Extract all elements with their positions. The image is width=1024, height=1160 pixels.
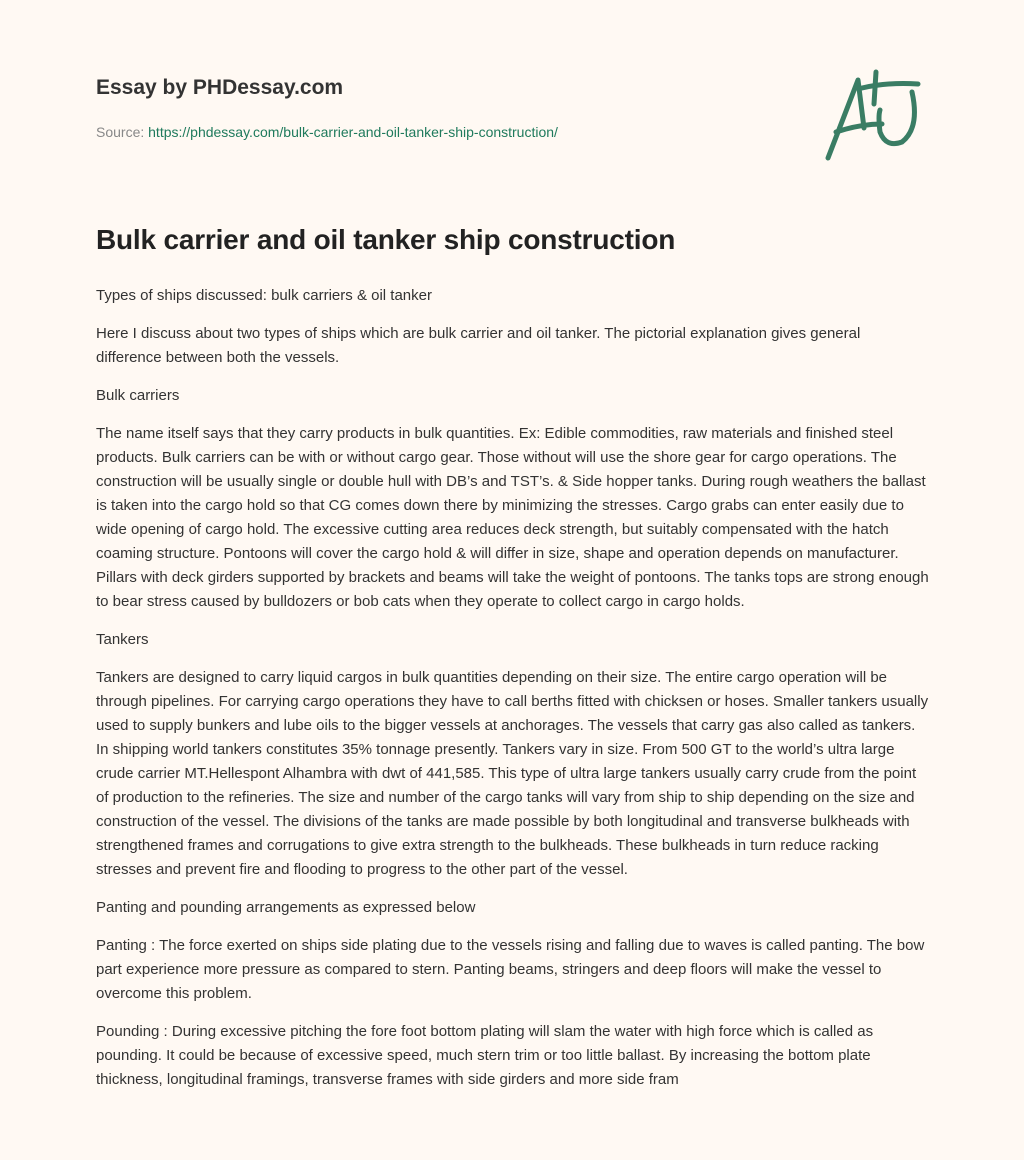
page-title: Bulk carrier and oil tanker ship construction	[96, 224, 676, 255]
source-label: Source:	[96, 124, 145, 140]
section-heading: Tankers	[96, 631, 149, 648]
source-link[interactable]: https://phdessay.com/bulk-carrier-and-oil-tanker-ship-construction/	[148, 124, 558, 140]
paragraph: The name itself says that they carry products in bulk quantities. Ex: Edible commodities, raw materials and finished steel products. Bulk carriers can be with or without cargo gear. Those without will use the shore gear for cargo operations. The construction will be usually single or double hull with DB’s and TST’s. & Side hopper tanks. During rough weathers the ballast is taken into the cargo hold so that CG comes down there by minimizing the stresses. Cargo grabs can enter easily due to wide opening of cargo hold. The excessive cutting area reduces deck strength, but suitably compensated with the hatch coaming structure. Pontoons will cover the cargo hold & will differ in size, shape and operation depends on manufacturer. Pillars with deck girders supported by brackets and beams will take the weight of pontoons. The tanks tops are strong enough to bear stress caused by bulldozers or bob cats when they operate to collect cargo in cargo holds.	[96, 425, 929, 610]
section-heading: Bulk carriers	[96, 387, 180, 404]
a-plus-logo-icon	[820, 68, 930, 164]
paragraph: Tankers are designed to carry liquid cargos in bulk quantities depending on their size. The entire cargo operation will be through pipelines. For carrying cargo operations they have to call berths fitted with chicksen or hoses. Smaller tankers usually used to supply bunkers and lube oils to the bigger vessels at anchorages. The vessels that carry gas also called as tankers. In shipping world tankers constitutes 35% tonnage presently. Tankers vary in size. From 500 GT to the world’s ultra large crude carrier MT.Hellespont Alhambra with dwt of 441,585. This type of ultra large tankers usually carry crude from the point of production to the refineries. The size and number of the cargo tanks will vary from ship to ship depending on the size and construction of the vessel. The divisions of the tanks are made possible by both longitudinal and transverse bulkheads with strengthened frames and corrugations to give extra strength to the bulkheads. These bulkheads in turn reduce racking stresses and prevent fire and flooding to progress to the other part of the vessel.	[96, 669, 929, 878]
site-brand: Essay by PHDessay.com	[96, 76, 344, 99]
essay-body	[96, 284, 930, 1106]
paragraph: Pounding : During excessive pitching the fore foot bottom plating will slam the water with high force which is called as pounding. It could be because of excessive speed, much stern trim or too little ballast. By increasing the bottom plate thickness, longitudinal framings, transverse frames with side girders and more side fram	[96, 1023, 874, 1088]
source-line	[96, 124, 558, 140]
paragraph: Types of ships discussed: bulk carriers & oil tanker	[96, 287, 432, 304]
paragraph: Here I discuss about two types of ships which are bulk carrier and oil tanker. The pictorial explanation gives general difference between both the vessels.	[96, 325, 861, 366]
paragraph: Panting : The force exerted on ships side plating due to the vessels rising and falling due to waves is called panting. The bow part experience more pressure as compared to stern. Panting beams, stringers and deep floors will make the vessel to overcome this problem.	[96, 937, 925, 1002]
section-heading: Panting and pounding arrangements as expressed below	[96, 899, 476, 916]
